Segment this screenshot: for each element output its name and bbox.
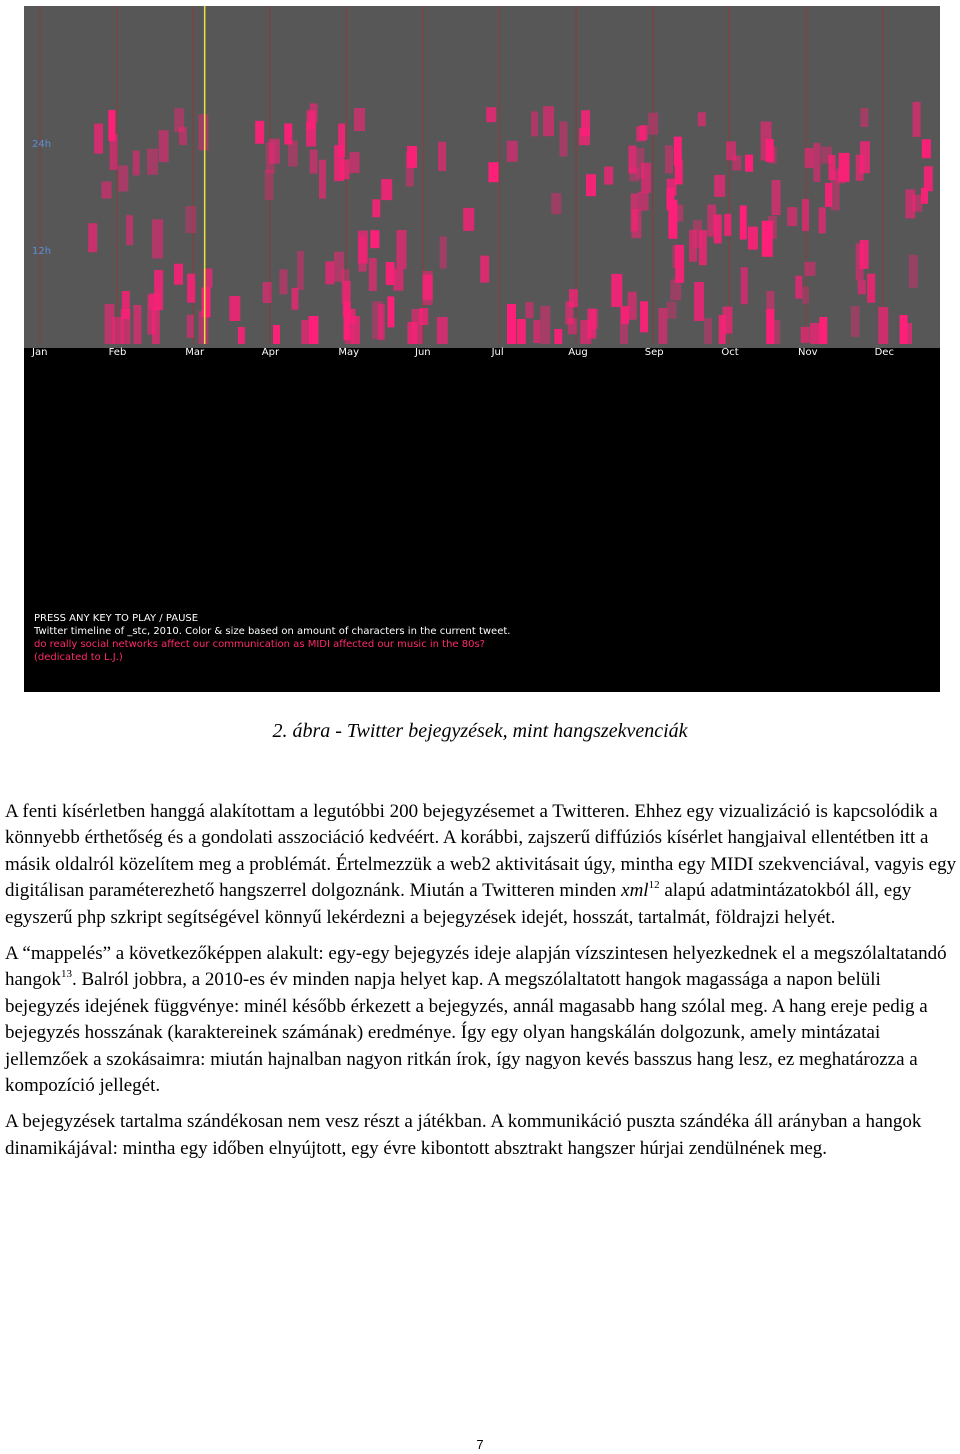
tweet-note-bar (118, 166, 128, 192)
tweet-note-bar (347, 309, 356, 325)
tweet-note-bar (463, 208, 474, 231)
tweet-note-bar (133, 305, 141, 344)
tweet-note-bar (860, 108, 868, 127)
tweet-note-bar (507, 141, 518, 162)
tweet-note-bar (604, 167, 613, 185)
tweet-note-bar (631, 209, 641, 238)
paragraph-3: A bejegyzések tartalma szándékosan nem vesz részt a játékban. A kommunikáció puszta szándéka áll arányban a hangok dinamikájával: mintha egy időben elnyújtott, egy évre kibontott absztrakt hangszer húrjai zendülnének meg. (5, 1111, 922, 1159)
tweet-note-bar (913, 102, 921, 137)
tweet-note-bar (694, 282, 704, 321)
tweet-note-bar (805, 148, 814, 168)
tweet-note-bar (187, 274, 195, 303)
tweet-note-bar (768, 216, 777, 239)
tweet-note-bar (554, 329, 562, 344)
month-label: Oct (721, 347, 739, 358)
tweet-note-bar (858, 280, 866, 294)
tweet-note-bar (202, 287, 211, 317)
tweet-note-bar (280, 269, 288, 294)
tweet-note-bar (338, 124, 345, 158)
tweet-note-bar (412, 309, 423, 344)
tweet-note-bar (102, 182, 112, 199)
tweet-note-bar (667, 302, 677, 319)
tweet-note-bar (819, 317, 827, 344)
tweet-note-bar (489, 162, 499, 182)
paragraph-2: A “mappelés” a következőképpen alakult: egy-egy bejegyzés ideje alapján vízszintesen helyezkednek el a megszólaltatandó hangok$^{13}$. Balról jobbra, a 2010-es év minden napja helyet kap. A megszólaltatott hangok magassága a napon belüli bejegyzés idejének függvénye: minél később érkezett a bejegyzés, annál magasabb hang szólal meg. A hang ereje pedig a bejegyzés hosszának (karaktereinek számának) eredménye. Így egy olyan hangskálán dolgozunk, amely mintázatai jellemzőek a szokásaimra: miután hajnalban nagyon ritkán írok, így nagyon kevés basszus hang lesz, ez meghatározza a kompozíció jellegét. (5, 943, 947, 1097)
page-number: 7 (476, 1437, 484, 1452)
tweet-note-bar (437, 317, 448, 344)
tweet-note-bar (551, 193, 561, 214)
info-text (34, 612, 510, 664)
tweet-note-bar (199, 114, 209, 150)
tweet-note-bar (292, 288, 299, 310)
month-label: Feb (108, 347, 127, 358)
tweet-note-bar (724, 214, 731, 236)
tweet-note-bar (924, 166, 933, 191)
timeline-question: do really social networks affect our communication as MIDI affected our music in the 80s? (34, 639, 485, 650)
tweet-note-bar (620, 307, 628, 344)
tweet-note-bar (641, 163, 651, 193)
tweet-note-bar (531, 111, 538, 136)
tweet-note-bar (507, 304, 516, 344)
tweet-note-bar (629, 167, 639, 181)
tweet-note-bar (831, 170, 840, 210)
tweet-note-bar (179, 127, 187, 145)
tweet-note-bar (586, 174, 596, 196)
tweet-note-bar (526, 302, 534, 318)
tweet-note-bar (878, 307, 888, 344)
tweet-note-bar (638, 192, 649, 211)
month-label: Apr (261, 347, 280, 358)
tweet-note-bar (745, 155, 753, 172)
tweet-note-bar (905, 189, 915, 218)
tweet-note-bar (795, 276, 802, 299)
tweet-note-bar (580, 320, 591, 344)
tweet-note-bar (839, 153, 850, 182)
tweet-note-bar (341, 269, 349, 303)
tweet-note-bar (748, 227, 758, 250)
tweet-note-bar (297, 251, 304, 290)
tweet-note-bar (110, 134, 118, 170)
tweet-note-bar (174, 264, 183, 285)
tweet-note-bar (543, 106, 554, 136)
month-label: Dec (874, 347, 894, 358)
tweet-note-bar (369, 258, 377, 291)
tweet-note-bar (310, 150, 318, 174)
tweet-note-bar (486, 107, 496, 122)
tweet-note-bar (381, 179, 392, 200)
tweet-note-bar (801, 327, 810, 343)
tweet-note-bar (370, 230, 379, 248)
tweet-note-bar (440, 237, 447, 269)
tweet-note-bar (133, 151, 140, 176)
tweet-note-bar (802, 199, 809, 231)
tweet-note-bar (699, 230, 707, 265)
paragraph-1: A fenti kísérletben hanggá alakítottam a legutóbbi 200 bejegyzésemet a Twitteren. Ehhez egy vizualizáció is kapcsolódik a könnyebb érthetőség és a gondolati asszociáció kedvéért. A korábbi, zajszerű diffúziós kísérlet hangjaival ellentétben itt a másik oldalról közelítem meg a problémát. Értelmezzük a web2 aktivitásait úgy, mintha egy MIDI szekvenciával, vagyis egy digitálisan paraméterezhető hangszerrel dolgoznánk. Miután a Twitteren minden xml$^{12}$ alapú adatmintázatokból áll, egy egyszerű php szkript segítségével könnyű lekérdezni a bejegyzések idejét, hosszát, tartalmát, földrajzi helyét. (5, 801, 957, 928)
tweet-note-bar (714, 175, 725, 197)
tweet-note-bar (856, 243, 864, 280)
tweet-note-bar (766, 139, 774, 162)
tweet-note-bar (921, 188, 928, 204)
timeline-notes-canvas (24, 6, 940, 358)
tweet-note-bar (94, 124, 103, 154)
tweet-note-bar (648, 113, 658, 135)
tweet-note-bar (813, 143, 820, 182)
tweet-note-bar (121, 309, 131, 344)
month-label: Nov (798, 347, 818, 358)
tweet-note-bar (319, 160, 326, 199)
tweet-note-bar (579, 128, 590, 145)
month-label: May (338, 347, 360, 358)
tweet-note-bar (665, 146, 673, 174)
month-label: Aug (568, 347, 588, 358)
tweet-note-bar (568, 318, 577, 334)
tweet-note-bar (407, 146, 417, 168)
tweet-note-bar (310, 103, 318, 122)
tweet-note-bar (359, 237, 367, 272)
tweet-note-bar (229, 296, 240, 321)
tweet-note-bar (640, 125, 648, 140)
tweet-note-bar (152, 308, 160, 344)
tweet-note-bar (159, 130, 169, 162)
timeline-description: Twitter timeline of _stc, 2010. Color & size based on amount of characters in the current tweet. (34, 626, 511, 637)
tweet-note-bar (740, 206, 747, 240)
tweet-note-bar (386, 262, 395, 285)
tweet-note-bar (255, 121, 264, 144)
tweet-note-bar (105, 304, 115, 344)
tweet-note-bar (560, 122, 568, 157)
tweet-note-bar (354, 108, 365, 131)
month-label: Jan (32, 347, 48, 358)
tweet-note-bar (423, 275, 433, 300)
tweet-note-bar (517, 319, 526, 344)
play-instruction: PRESS ANY KEY TO PLAY / PAUSE (34, 613, 199, 624)
tweet-note-bar (438, 142, 446, 171)
tweet-note-bar (533, 320, 540, 343)
tweet-note-bar (266, 142, 275, 173)
tweet-note-bar (905, 323, 912, 344)
tweet-note-bar (540, 306, 550, 344)
tweet-note-bar (658, 308, 667, 344)
tweet-note-bar (668, 200, 677, 239)
tweet-note-bar (772, 180, 781, 215)
tweet-note-bar (909, 255, 918, 288)
tweet-note-bar (325, 261, 334, 284)
tweet-note-bar (802, 287, 809, 304)
tweet-note-bar (741, 267, 748, 304)
tweet-note-bar (590, 309, 598, 329)
tweet-note-bar (714, 215, 722, 244)
tweet-note-bar (152, 219, 163, 258)
footnote-ref-12[interactable]: 12 (648, 879, 660, 892)
tweet-note-bar (675, 245, 684, 283)
figure-caption: 2. ábra - Twitter bejegyzések, mint hangszekvenciák (272, 720, 688, 742)
twitter-timeline-visualization[interactable] (24, 6, 940, 692)
hour-label: 12h (32, 246, 52, 257)
tweet-note-bar (309, 316, 319, 344)
hour-label: 24h (32, 139, 52, 150)
tweet-note-bar (147, 149, 158, 175)
month-label: Mar (185, 347, 205, 358)
tweet-note-bar (719, 315, 726, 344)
footnote-ref-13[interactable]: 13 (60, 968, 72, 981)
tweet-note-bar (88, 223, 97, 252)
tweet-note-bar (238, 327, 245, 344)
body-text (5, 799, 960, 1172)
tweet-note-bar (340, 159, 350, 179)
tweet-note-bar (187, 315, 194, 338)
tweet-note-bar (273, 325, 280, 344)
tweet-note-bar (667, 179, 677, 196)
tweet-note-bar (611, 274, 622, 307)
tweet-note-bar (569, 289, 578, 307)
tweet-note-bar (393, 269, 403, 291)
tweet-note-bar (766, 309, 774, 344)
tweet-note-bar (867, 274, 875, 303)
tweet-note-bar (480, 256, 489, 283)
tweet-note-bar (640, 301, 648, 332)
tweet-note-bar (372, 301, 383, 339)
tweet-note-bar (397, 230, 407, 269)
tweet-note-bar (387, 296, 394, 327)
tweet-note-bar (288, 141, 298, 167)
tweet-note-bar (698, 112, 706, 126)
tweet-note-bar (265, 170, 274, 200)
tweet-note-bar (851, 306, 860, 337)
tweet-note-bar (126, 215, 133, 245)
tweet-note-bar (185, 206, 196, 233)
tweet-note-bar (263, 282, 272, 303)
tweet-note-bar (704, 318, 712, 344)
tweet-note-bar (819, 207, 826, 233)
tweet-note-bar (732, 156, 741, 171)
tweet-note-bar (787, 207, 797, 226)
month-label: Jun (415, 347, 431, 358)
tweet-note-bar (805, 262, 816, 276)
tweet-note-bar (350, 152, 360, 173)
tweet-note-bar (922, 139, 931, 158)
tweet-note-bar (301, 320, 308, 344)
month-label: Sep (644, 347, 664, 358)
tweet-note-bar (372, 199, 380, 217)
tweet-note-bar (860, 141, 870, 173)
dedication: (dedicated to L.J.) (34, 652, 123, 663)
month-label: Jul (491, 347, 504, 358)
